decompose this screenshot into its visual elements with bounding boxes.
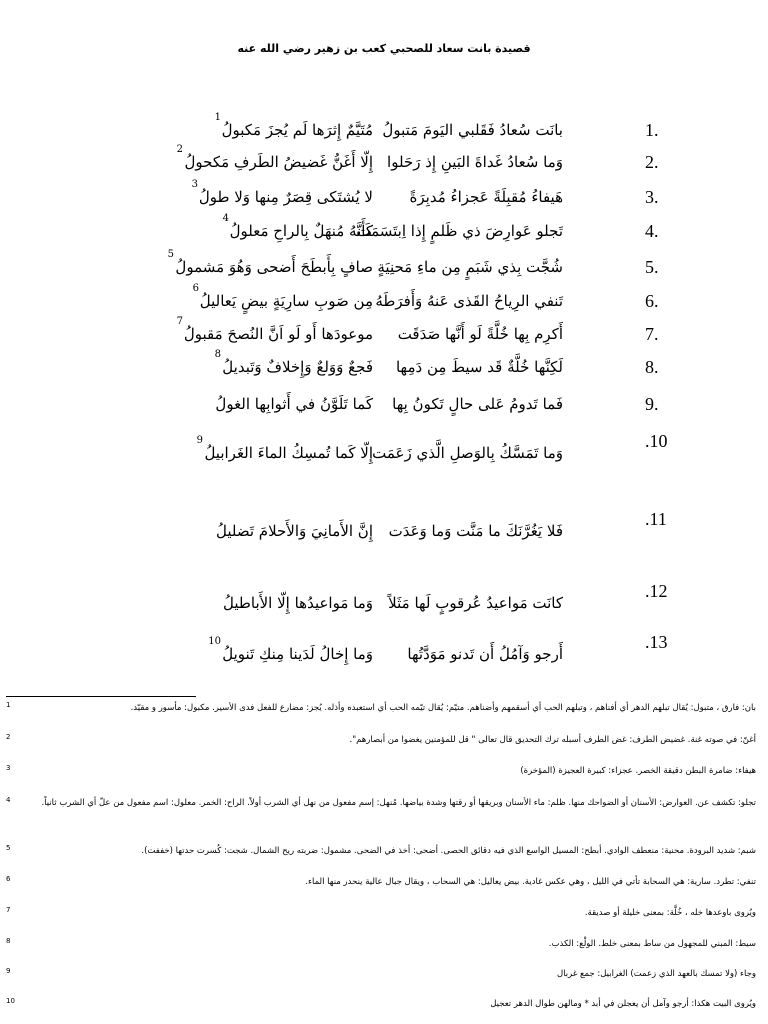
footnote (6, 845, 756, 858)
footnote (6, 734, 756, 747)
footnote-text: هيفاء: ضامرة البطن دقيقة الخصر. عجزاء: كبيرة العجيزة (المؤخرة) (520, 766, 756, 776)
verse-number: 2. (645, 152, 659, 172)
footnote-number: 10 (6, 997, 15, 1005)
verse-number: 5. (645, 257, 659, 277)
footnote-separator (6, 696, 196, 697)
footnote-number: 2 (6, 733, 11, 741)
verse-number: .11 (645, 509, 667, 529)
footnote-marker[interactable]: 3 (191, 179, 198, 190)
verse-number: 3. (645, 187, 659, 207)
verse-first-hemistich: وَما تَمَسَّكُ بِالوَصلِ الَّذي زَعَمَت (372, 444, 563, 462)
footnote-marker[interactable]: 7 (176, 316, 183, 327)
footnote-text: ويُروى باوعدها خله ، خُلَّة: بمعنى خليلة أو صديقة. (584, 908, 756, 918)
verse-number: .10 (645, 431, 668, 451)
verse-second-hemistich: لا يُشتَكى قِصَرٌ مِنها وَلا طولُ (198, 188, 373, 206)
verse-number: 9. (645, 394, 659, 414)
verse-first-hemistich: وَما سُعادُ غَداةَ البَينِ إِذ رَحَلوا (387, 153, 563, 171)
footnote-text: أغنّ: في صوته غنة. غضيض الطرف: غض الطرف أسبله ترك التحديق قال تعالى " قل للمؤمنين يغضوا من أبصارهم". (349, 735, 756, 745)
verse-number: 8. (645, 357, 659, 377)
footnote-number: 5 (6, 844, 11, 852)
footnote-number: 9 (6, 967, 11, 975)
verse-first-hemistich: أَرجو وَآمُلُ أَن تَدنو مَوَدَّتُها (407, 645, 563, 663)
footnote-marker[interactable]: 10 (208, 636, 221, 647)
verse-second-hemistich: وَما إِخالُ لَدَينا مِنكِ تَنويلُ (222, 645, 373, 663)
poem-title: قصيدة بانت سعاد للصحبي كعب بن زهير رضي الله عنه (237, 42, 531, 55)
verse-number: .12 (645, 581, 668, 601)
verse-number: 6. (645, 291, 659, 311)
footnote-number: 3 (6, 764, 11, 772)
footnote-text: وجاء (ولا تمسك بالعهد الذي زعمت) الغرابيل: جمع غربال (557, 969, 756, 979)
footnote-text: بان: فارق ، متبول: يُقال تبلهم الدهر أي أفناهم ، وتبلهم الحب أي أسقمهم وأضناهم. متيّم: يُقال تيّمه الحب أي استعبده وأذله. يُجز: مضارع للفعل فدى الأسير. مكبول: مأسور و مقيّد. (130, 703, 756, 713)
footnote-text: شبم: شديد البرودة. محنية: منعطف الوادي. أبطح: المسيل الواسع الذي فيه دقائق الحصى. أضحى: أخذ في الضحى. مشمول: ضربته ريح الشمال. شجت: كُسرت حدتها (خففت). (141, 846, 756, 856)
verse-second-hemistich: إِنَّ الأَمانِيَ وَالأَحلامَ تَضليلُ (215, 522, 373, 540)
verse-first-hemistich: هَيفاءُ مُقبِلَةً عَجزاءُ مُدبِرَةً (409, 188, 563, 206)
footnote-text: سيط: المبني للمجهول من ساط بمعنى خلط. الولْع: الكذب. (548, 939, 756, 949)
verse-first-hemistich: أَكرِم بِها خُلَّةً لَو أَنَّها صَدَقَت (397, 325, 563, 343)
footnote-number: 4 (6, 796, 11, 804)
footnote-number: 8 (6, 937, 11, 945)
footnote (6, 998, 756, 1011)
verse-number: 4. (645, 221, 659, 241)
footnote (6, 876, 756, 889)
footnote-number: 6 (6, 875, 11, 883)
footnote-number: 7 (6, 906, 11, 914)
verse-first-hemistich: فَلا يَغُرَّنَكَ ما مَنَّت وَما وَعَدَت (388, 522, 563, 540)
verse-second-hemistich: كَما تَلَوَّنُ في أَثوابِها الغولُ (215, 395, 373, 413)
footnote-marker[interactable]: 5 (167, 249, 174, 260)
verse-second-hemistich: فَجعٌ وَوَلعٌ وَإِخلافٌ وَتَبديلُ (222, 358, 373, 376)
footnote-number: 1 (6, 701, 11, 709)
verse-first-hemistich: تَجلو عَوارِضَ ذي ظَلمٍ إِذا اِبتَسَمَت (356, 222, 563, 240)
verse-second-hemistich: صافٍ بِأَبطَحَ أَضحى وَهُوَ مَشمولُ (175, 258, 373, 276)
footnote (6, 797, 756, 810)
verse-first-hemistich: كانَت مَواعيدُ عُرقوبٍ لَها مَثَلاً (388, 594, 563, 612)
verse-number: .13 (645, 632, 668, 652)
footnote-marker[interactable]: 9 (196, 435, 203, 446)
footnote-marker[interactable]: 8 (214, 349, 221, 360)
footnote (6, 907, 756, 920)
footnote-marker[interactable]: 6 (192, 283, 199, 294)
verse-first-hemistich: فَما تَدومُ عَلى حالٍ تَكونُ بِها (392, 395, 563, 413)
verse-second-hemistich: مِن صَوبِ سارِيَةٍ بيضٍ يَعاليلُ (199, 292, 373, 310)
verse-second-hemistich: كَأَنَّهُ مُنهَلٌ بِالراحِ مَعلولُ (229, 222, 373, 240)
verse-number: 7. (645, 324, 659, 344)
verse-first-hemistich: شُجَّت بِذي شَبَمٍ مِن ماءِ مَحنِيَةٍ (377, 258, 563, 276)
footnote (6, 702, 756, 715)
footnote-marker[interactable]: 2 (176, 144, 183, 155)
footnote-marker[interactable]: 4 (222, 213, 229, 224)
footnote (6, 765, 756, 778)
footnote-text: تجلو: تكشف عن. العوارض: الأسنان أو الضواحك منها. ظلم: ماء الأسنان وبريقها أو رقتها وشدة بياضها. مُنهل: إسم مفعول من نهل أي الشرب أولاً. الراح: الخمر. معلول: اسم مفعول من علّ أي الشرب ثانياً. (41, 798, 756, 808)
verse-number: 1. (645, 120, 659, 140)
verse-second-hemistich: إِلّا كَما تُمسِكُ الماءَ الغَرابيلُ (204, 444, 373, 462)
footnote (6, 938, 756, 951)
footnote (6, 968, 756, 981)
verse-second-hemistich: إِلّا أَغَنُّ غَضيضُ الطَرفِ مَكحولُ (184, 153, 373, 171)
verse-first-hemistich: بانَت سُعادُ فَقَلبي اليَومَ مَتبولُ (382, 121, 563, 139)
verse-first-hemistich: لَكِنَّها خُلَّةٌ قَد سيطَ مِن دَمِها (395, 358, 563, 376)
footnote-text: تنفي: تطرد. سارية: هي السحابة تأتي في الليل ، وهي عكس غادية. بيض يعاليل: هي السحاب ، ويقال جبال عالية ينحدر منها الماء. (305, 877, 756, 887)
verse-second-hemistich: موعودَها أَو لَو اَنَّ النُصحَ مَقبولُ (183, 325, 373, 343)
verse-second-hemistich: وَما مَواعيدُها إِلّا الأَباطيلُ (223, 594, 373, 612)
verse-second-hemistich: مُتَيَّمٌ إِثرَها لَم يُجزَ مَكبولُ (221, 121, 373, 139)
footnote-text: ويُروى البيت هكذا: أرجو وآمل أن يعجلن في أبد * ومالهن طوال الدهر تعجيل (490, 999, 756, 1009)
footnote-marker[interactable]: 1 (214, 112, 221, 123)
verse-first-hemistich: تَنفي الرِياحُ القَذى عَنهُ وَأَفرَطَهُ (375, 292, 563, 310)
